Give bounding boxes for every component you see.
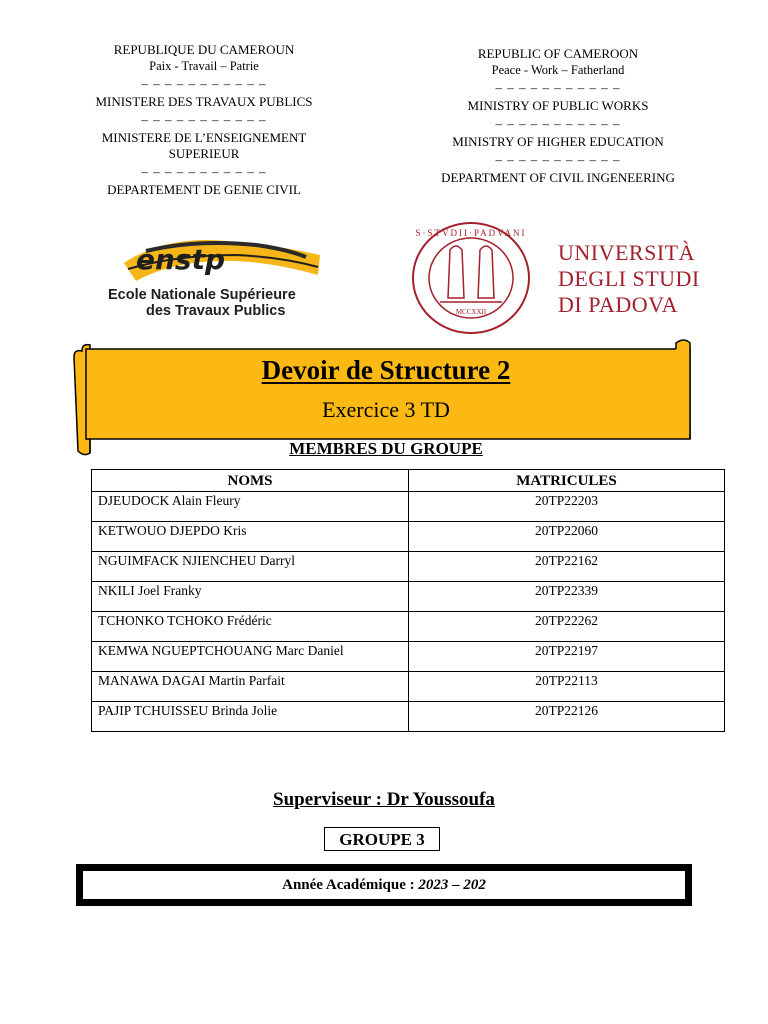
svg-text:enstp: enstp	[136, 243, 226, 276]
padova-seal-icon	[410, 220, 532, 336]
academic-year-box	[76, 864, 692, 906]
country-name-fr: REPUBLIQUE DU CAMEROUN	[113, 42, 295, 57]
member-matricule: 20TP22162	[409, 552, 725, 582]
member-name: KETWOUO DJEPDO Kris	[92, 522, 409, 552]
separator: – – – – – – – – – – –	[495, 116, 621, 131]
country-name-en: REPUBLIC OF CAMEROON	[477, 46, 639, 61]
column-header-matricules: MATRICULES	[409, 470, 725, 492]
academic-year-label: Année Académique :	[282, 877, 419, 893]
seal-year: MCCXXII	[455, 308, 487, 316]
table-header-row	[92, 470, 725, 492]
motto-fr: Paix - Travail – Patrie	[149, 59, 259, 73]
member-name: NGUIMFACK NJIENCHEU Darryl	[92, 552, 409, 582]
header-right-english	[420, 46, 696, 186]
member-matricule: 20TP22197	[409, 642, 725, 672]
header-left-french	[78, 42, 330, 218]
enstp-logo	[106, 233, 326, 321]
table-row	[92, 642, 725, 672]
document-title: Devoir de Structure 2	[261, 355, 511, 385]
separator: – – – – – – – – – – –	[141, 76, 267, 91]
separator: – – – – – – – – – – –	[141, 112, 267, 127]
member-name: KEMWA NGUEPTCHOUANG Marc Daniel	[92, 642, 409, 672]
padova-line1: UNIVERSITÀ	[558, 240, 695, 265]
table-row	[92, 552, 725, 582]
table-row	[92, 612, 725, 642]
members-table	[91, 469, 725, 732]
ministry-public-works-en: MINISTRY OF PUBLIC WORKS	[467, 98, 649, 113]
ministry-higher-ed-fr-line2: SUPERIEUR	[168, 146, 240, 161]
separator: – – – – – – – – – – –	[495, 152, 621, 167]
enstp-name-line2: des Travaux Publics	[146, 303, 286, 319]
department-fr: DEPARTEMENT DE GENIE CIVIL	[107, 182, 301, 197]
motto-en: Peace - Work – Fatherland	[491, 63, 625, 77]
member-matricule: 20TP22203	[409, 492, 725, 522]
padova-wordmark	[558, 240, 700, 318]
member-matricule: 20TP22126	[409, 702, 725, 732]
academic-year-value: 2023 – 202	[418, 877, 486, 893]
table-row	[92, 702, 725, 732]
separator: – – – – – – – – – – –	[495, 80, 621, 95]
member-matricule: 20TP22339	[409, 582, 725, 612]
member-matricule: 20TP22060	[409, 522, 725, 552]
padova-line3: DI PADOVA	[558, 292, 679, 317]
member-matricule: 20TP22262	[409, 612, 725, 642]
document-subtitle: Exercice 3 TD	[322, 397, 450, 422]
member-matricule: 20TP22113	[409, 672, 725, 702]
member-name: PAJIP TCHUISSEU Brinda Jolie	[92, 702, 409, 732]
ministry-public-works-fr: MINISTERE DES TRAVAUX PUBLICS	[95, 94, 313, 109]
separator: – – – – – – – – – – –	[141, 164, 267, 179]
member-name: TCHONKO TCHOKO Frédéric	[92, 612, 409, 642]
member-name: DJEUDOCK Alain Fleury	[92, 492, 409, 522]
group-label: GROUPE 3	[324, 827, 440, 851]
table-row	[92, 522, 725, 552]
member-name: MANAWA DAGAI Martin Parfait	[92, 672, 409, 702]
academic-year	[83, 871, 685, 899]
column-header-names: NOMS	[92, 470, 409, 492]
table-row	[92, 492, 725, 522]
svg-text:S·STVDII·PADVANI: S·STVDII·PADVANI	[415, 228, 527, 238]
enstp-name-line1: Ecole Nationale Supérieure	[108, 287, 296, 303]
padova-line2: DEGLI STUDI	[558, 266, 700, 291]
member-name: NKILI Joel Franky	[92, 582, 409, 612]
ministry-higher-ed-en: MINISTRY OF HIGHER EDUCATION	[452, 134, 664, 149]
table-row	[92, 672, 725, 702]
members-section-title: MEMBRES DU GROUPE	[289, 439, 483, 458]
department-en: DEPARTMENT OF CIVIL INGENEERING	[441, 170, 675, 185]
supervisor-line: Superviseur : Dr Youssoufa	[273, 789, 495, 810]
table-row	[92, 582, 725, 612]
ministry-higher-ed-fr-line1: MINISTERE DE L’ENSEIGNEMENT	[101, 130, 307, 145]
